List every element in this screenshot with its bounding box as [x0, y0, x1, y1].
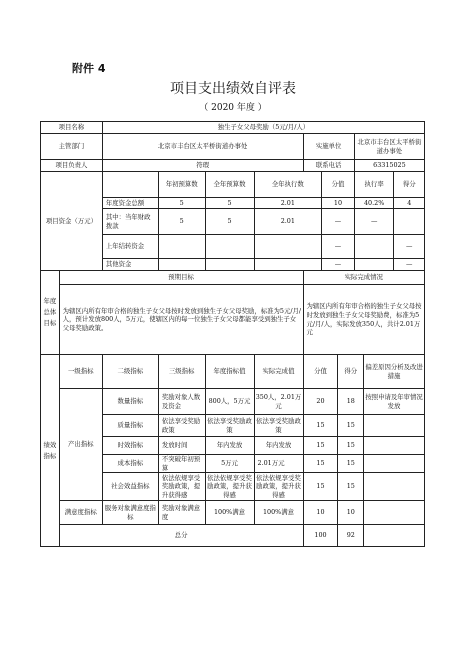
- note-cell: [364, 501, 425, 525]
- score-cell: 18: [338, 389, 364, 415]
- phone-value: 63315025: [354, 160, 424, 172]
- indicator-header: 年度指标值: [205, 355, 254, 389]
- funds-cell: —: [394, 235, 425, 259]
- funds-row-label: 上年结转资金: [102, 235, 158, 259]
- funds-cell: 5: [158, 198, 205, 209]
- funds-row-label: 年度资金总额: [102, 198, 158, 209]
- funds-col-header: 全年预算数: [205, 172, 254, 198]
- total-label: 总分: [59, 525, 303, 547]
- funds-cell: 2.01: [254, 209, 322, 235]
- score-max-cell: 15: [303, 415, 338, 437]
- funds-cell: 5: [205, 209, 254, 235]
- leader-row: [41, 160, 425, 172]
- note-cell: [364, 415, 425, 437]
- goals-section-label: 年度总体目标: [41, 271, 60, 355]
- goals-content-row: [41, 285, 425, 355]
- level3-cell: 奖励对象满意度: [158, 501, 205, 525]
- actual-cell: 350人，2.01万元: [254, 389, 303, 415]
- funds-cell: —: [322, 259, 355, 271]
- level3-cell: 发放时间: [158, 437, 205, 455]
- department-row: [41, 134, 425, 160]
- actual-cell: 依法享受奖励政策: [254, 415, 303, 437]
- total-row: [41, 525, 425, 547]
- score-cell: 15: [338, 415, 364, 437]
- funds-cell: 2.01: [254, 198, 322, 209]
- total-note: [364, 525, 425, 547]
- goals-header-row: [41, 271, 425, 285]
- actual-goal-header: 实际完成情况: [303, 271, 425, 285]
- funds-cell: [158, 235, 205, 259]
- level1-satisfaction: 满意度指标: [59, 501, 102, 525]
- target-cell: 800人，5万元: [205, 389, 254, 415]
- indicator-header: 偏差原因分析及改进措施: [364, 355, 425, 389]
- actual-cell: 依法依规享受奖励政策，提升获得感: [254, 473, 303, 501]
- actual-cell: 2.01万元: [254, 455, 303, 473]
- score-cell: 15: [338, 437, 364, 455]
- indicator-header: 实际完成值: [254, 355, 303, 389]
- project-name-row: [41, 122, 425, 134]
- indicator-header: 一级指标: [59, 355, 102, 389]
- target-cell: 5万元: [205, 455, 254, 473]
- funds-col-header: 全年执行数: [254, 172, 322, 198]
- funds-cell: 10: [322, 198, 355, 209]
- level3-cell: 奖励对象人数及资金: [158, 389, 205, 415]
- funds-row-label: 其中：当年财政拨款: [102, 209, 158, 235]
- funds-cell: [205, 235, 254, 259]
- level3-cell: 依法享受奖励政策: [158, 415, 205, 437]
- indicator-header: 二级指标: [102, 355, 158, 389]
- dept-label: 主管部门: [41, 134, 103, 160]
- indicator-header: 分值: [303, 355, 338, 389]
- funds-cell: [254, 235, 322, 259]
- note-cell: 按照申请及年审情况发放: [364, 389, 425, 415]
- target-cell: 依法依规享受奖励政策，提升获得感: [205, 473, 254, 501]
- indicator-row: [41, 389, 425, 415]
- funds-cell: —: [322, 235, 355, 259]
- project-name-label: 项目名称: [41, 122, 103, 134]
- planned-goal-text: 为辖区内所有年审合格的独生子女父母按时发放到独生子女父母奖励，标准为5元/月/人，预计发放800人，5万元，使辖区内的每一位独生子女父母都能享受到独生子女父母奖励政策。: [59, 285, 303, 355]
- funds-col-header: 得分: [394, 172, 425, 198]
- project-name-value: 独生子女父母奖励（5元/月/人）: [102, 122, 424, 134]
- level1-output: 产出指标: [59, 389, 102, 501]
- level3-cell: 依法依规享受奖励政策，提升获得感: [158, 473, 205, 501]
- funds-col-header: 执行率: [354, 172, 394, 198]
- score-cell: 10: [338, 501, 364, 525]
- funds-cell: 5: [205, 198, 254, 209]
- level2-cell: 服务对象满意度指标: [102, 501, 158, 525]
- funds-cell: [158, 259, 205, 271]
- funds-row-label: 其他资金: [102, 259, 158, 271]
- year-subtitle: （ 2020 年度 ）: [199, 103, 267, 113]
- impl-label: 实施单位: [303, 134, 354, 160]
- funds-cell: [354, 235, 394, 259]
- indicator-header: 三级指标: [158, 355, 205, 389]
- score-cell: 15: [338, 473, 364, 501]
- level2-cell: 社会效益指标: [102, 473, 158, 501]
- funds-cell: [354, 259, 394, 271]
- actual-cell: 100%满意: [254, 501, 303, 525]
- score-max-cell: 15: [303, 473, 338, 501]
- funds-cell: 4: [394, 198, 425, 209]
- level2-cell: 质量指标: [102, 415, 158, 437]
- indicators-section-label: 绩效指标: [41, 355, 60, 547]
- funds-header-row: [41, 172, 425, 198]
- funds-cell: —: [322, 209, 355, 235]
- funds-section-label: 项目资金（万元）: [41, 172, 103, 271]
- note-cell: [364, 473, 425, 501]
- target-cell: 100%满意: [205, 501, 254, 525]
- funds-col-header: 分值: [322, 172, 355, 198]
- impl-value: 北京市丰台区太平桥街道办事处: [354, 134, 424, 160]
- actual-cell: 年内发放: [254, 437, 303, 455]
- level2-cell: 成本指标: [102, 455, 158, 473]
- note-cell: [364, 437, 425, 455]
- indicator-header: 得分: [338, 355, 364, 389]
- leader-value: 符瑕: [102, 160, 303, 172]
- note-cell: [364, 455, 425, 473]
- phone-label: 联系电话: [303, 160, 354, 172]
- self-evaluation-table: [40, 121, 425, 547]
- total-score-max: 100: [303, 525, 338, 547]
- funds-cell: —: [354, 209, 394, 235]
- target-cell: 年内发放: [205, 437, 254, 455]
- indicator-row: [41, 501, 425, 525]
- leader-label: 项目负责人: [41, 160, 103, 172]
- funds-cell: [394, 209, 425, 235]
- funds-cell: [254, 259, 322, 271]
- score-max-cell: 15: [303, 455, 338, 473]
- funds-cell: 5: [158, 209, 205, 235]
- level2-cell: 数量指标: [102, 389, 158, 415]
- funds-cell: —: [394, 259, 425, 271]
- level2-cell: 时效指标: [102, 437, 158, 455]
- dept-value: 北京市丰台区太平桥街道办事处: [102, 134, 303, 160]
- page-title: 项目支出绩效自评表: [170, 81, 296, 97]
- planned-goal-header: 预期目标: [59, 271, 303, 285]
- total-score: 92: [338, 525, 364, 547]
- target-cell: 依法享受奖励政策: [205, 415, 254, 437]
- actual-goal-text: 为辖区内所有年审合格的独生子女父母按时发放到独生子女父母奖励费，标准为5元/月/人，实际发放350人，共计2.01万元: [303, 285, 425, 355]
- level3-cell: 不突破年初预算: [158, 455, 205, 473]
- funds-col-header: 年初预算数: [158, 172, 205, 198]
- attachment-label: 附件 4: [72, 62, 106, 75]
- funds-cell: [205, 259, 254, 271]
- score-cell: 15: [338, 455, 364, 473]
- funds-cell: 40.2%: [354, 198, 394, 209]
- score-max-cell: 10: [303, 501, 338, 525]
- indicators-header-row: [41, 355, 425, 389]
- score-max-cell: 20: [303, 389, 338, 415]
- score-max-cell: 15: [303, 437, 338, 455]
